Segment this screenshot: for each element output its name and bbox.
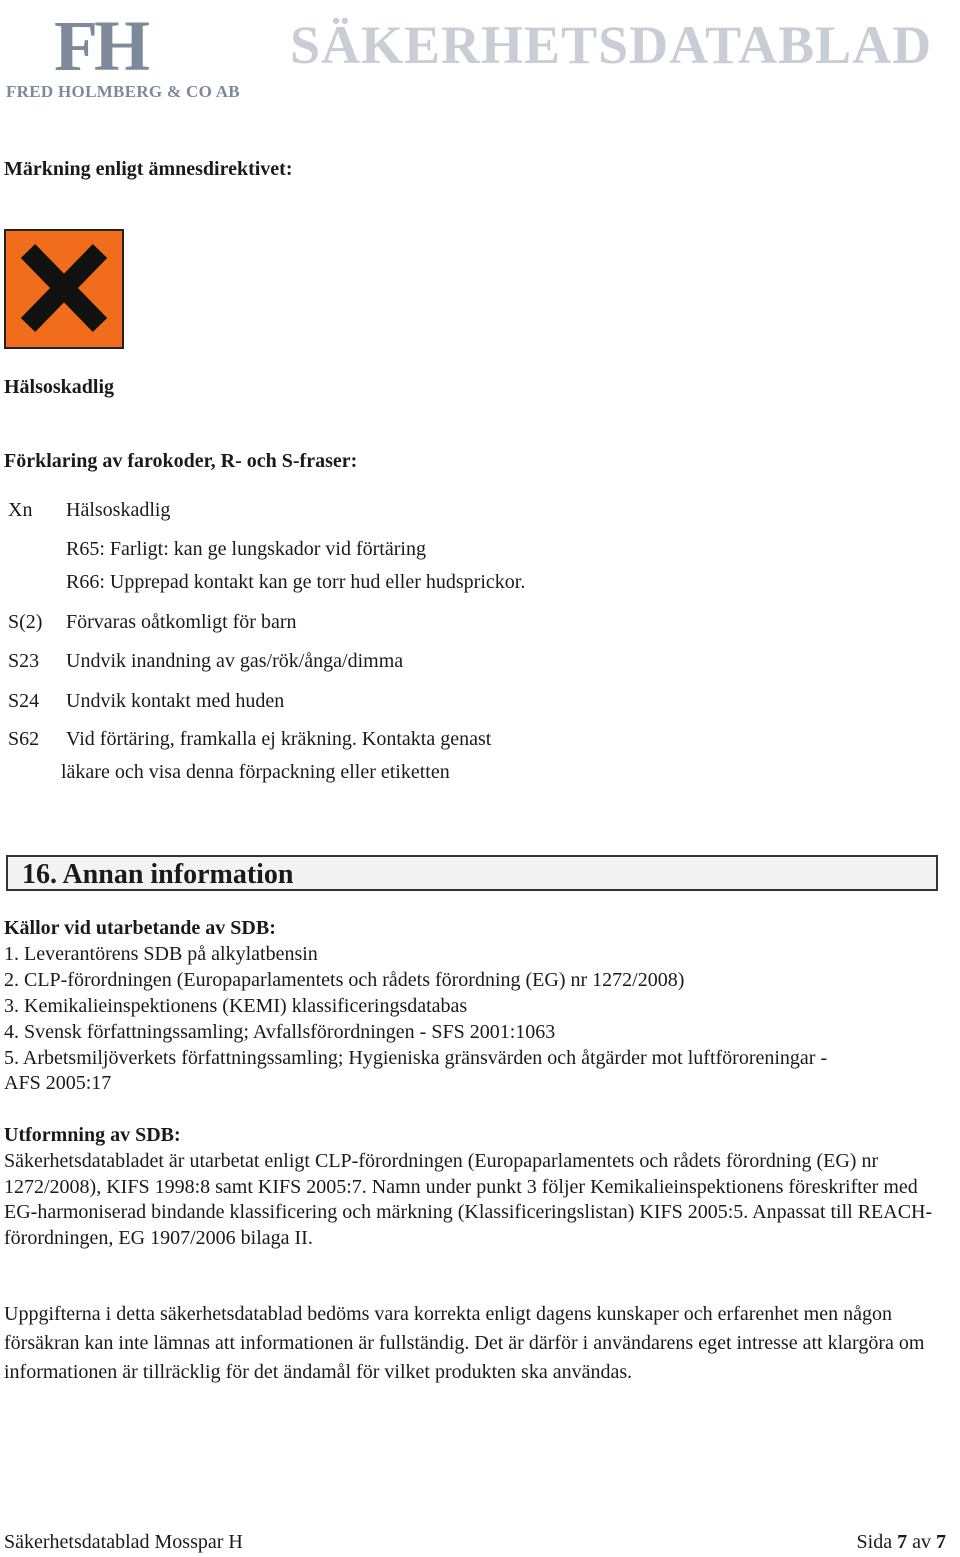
page-mid: av [912,1531,931,1553]
logo-letters: FH [54,6,146,86]
explanations-heading: Förklaring av farokoder, R- och S-fraser: [4,450,358,472]
page-total: 7 [936,1531,946,1553]
page-prefix: Sida [856,1531,893,1553]
source-item: 3. Kemikalieinspektionens (KEMI) klassificeringsdatabas [4,995,468,1017]
code-xn: Xn [8,499,33,521]
code-s23-text: Undvik inandning av gas/rök/ånga/dimma [66,650,404,672]
source-item: 2. CLP-förordningen (Europaparlamentets och rådets förordning (EG) nr 1272/2008) [4,969,685,991]
code-s62-text: Vid förtäring, framkalla ej kräkning. Kontakta genast [66,728,492,750]
company-logo [4,6,240,101]
section-16-title: 16. Annan information [22,859,294,890]
source-item: 1. Leverantörens SDB på alkylatbensin [4,943,318,965]
source-item: 5. Arbetsmiljöverkets författningssamling; Hygieniska gränsvärden och åtgärder mot luftföroreningar - [4,1047,828,1069]
sources-heading: Källor vid utarbetande av SDB: [4,917,276,939]
r65-text: R65: Farligt: kan ge lungskador vid förtäring [66,538,426,560]
document-title: SÄKERHETSDATABLAD [290,15,933,75]
code-xn-text: Hälsoskadlig [66,499,171,521]
hazard-name: Hälsoskadlig [4,376,115,398]
section-16-header [6,855,938,891]
page-current: 7 [897,1531,908,1553]
footer-page-number [857,1531,946,1554]
harmful-x-icon [4,229,124,349]
code-s24-text: Undvik kontakt med huden [66,690,285,712]
code-s23: S23 [8,650,40,672]
logo-company-name: FRED HOLMBERG & CO AB [6,82,240,101]
design-heading: Utformning av SDB: [4,1124,181,1146]
code-s24: S24 [8,690,40,712]
code-s2-text: Förvaras oåtkomligt för barn [66,611,297,633]
source-item: AFS 2005:17 [4,1072,112,1094]
disclaimer-text: Uppgifterna i detta säkerhetsdatablad bedöms vara korrekta enligt dagens kunskaper och erfarenhet men någon försäkran kan inte lämnas att informationen är fullständig. Det är därför i användarens eget intresse att klargöra om informationen är tillräcklig för det ändamål för vilket produkten ska användas. [4,1303,925,1383]
code-s62: S62 [8,728,40,750]
r66-text: R66: Upprepad kontakt kan ge torr hud eller hudsprickor. [66,571,526,593]
source-item: 4. Svensk författningssamling; Avfallsförordningen - SFS 2001:1063 [4,1021,556,1043]
code-s62-text-cont: läkare och visa denna förpackning eller etiketten [61,761,450,783]
footer-doc-name: Säkerhetsdatablad Mosspar H [4,1531,243,1553]
labelling-heading: Märkning enligt ämnesdirektivet: [4,158,293,180]
code-s2: S(2) [8,611,43,633]
design-text: Säkerhetsdatabladet är utarbetat enligt CLP-förordningen (Europaparlamentets och rådets förordning (EG) nr 1272/2008), KIFS 1998:8 samt KIFS 2005:7. Namn under punkt 3 följer Kemikalieinspektionens föreskrifter med EG-harmoniserad bindande klassificering och märkning (Klassificeringslistan) KIFS 2005:5. Anpassat till REACH-förordningen, EG 1907/2006 bilaga II. [4,1150,933,1249]
